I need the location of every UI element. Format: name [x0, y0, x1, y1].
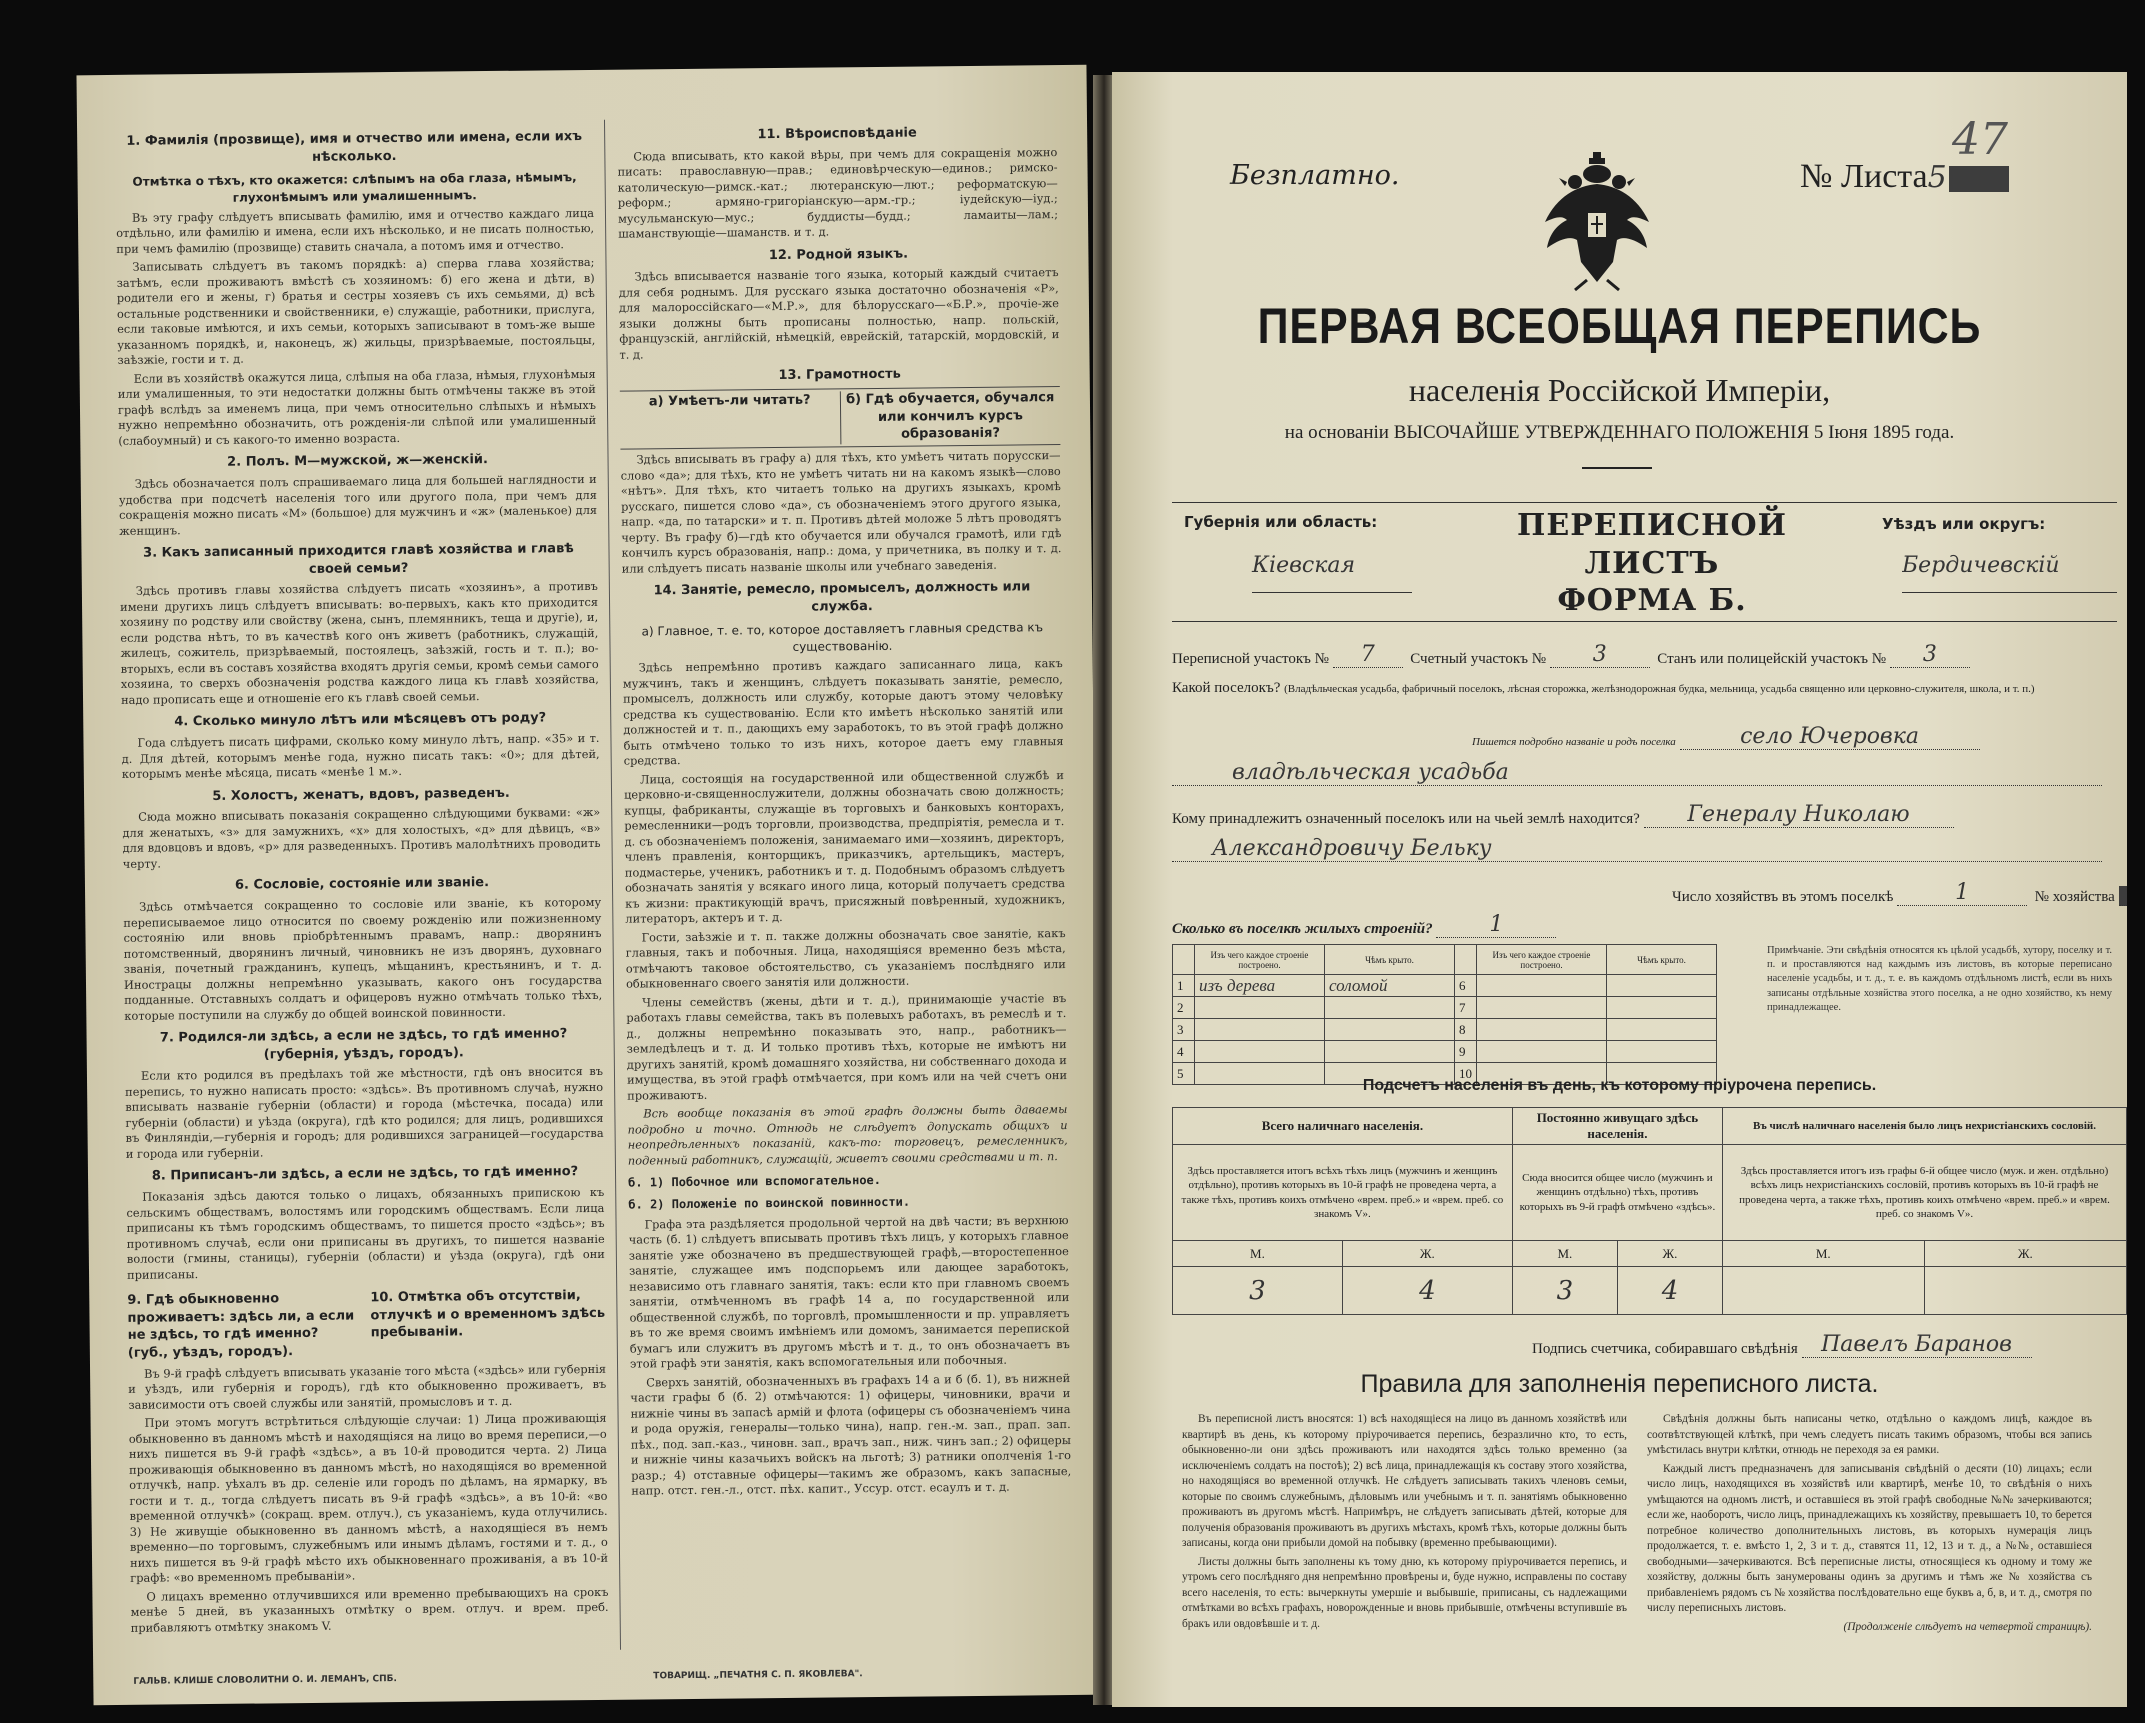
- build-material-cell[interactable]: [1477, 997, 1607, 1019]
- stan-value[interactable]: 3: [1890, 642, 1970, 668]
- build-row-num: 1: [1173, 975, 1195, 997]
- pop-head-nonchristian: Въ числѣ наличнаго населенія было лицъ нехристіанскихъ сословій.: [1723, 1108, 2127, 1145]
- section-2-text: Здѣсь обозначается полъ спрашиваемаго лица для большей наглядности и удобства при подсчетѣ населенія того или другого пола, при чемъ для сокращенія можно писать «М» (большое) для мужчинъ и «ж» (маленькое) для женщинъ.: [118, 472, 598, 538]
- build-row-num: 8: [1455, 1019, 1477, 1041]
- section-7-text: Если кто родился въ предѣлахъ той же мѣстности, гдѣ онъ вносится въ перепись, то нужно написать просто: «здѣсь». Въ противномъ случаѣ, нужно вписывать названіе губерніи (области) и города (мѣстечка, посада) или губерніи (области) и уѣзда (округа), гдѣ кто родился; для лицъ, родившихся въ Финляндіи,—губернія и городъ; для родившихся заграницей—государства и города или губерніи.: [125, 1064, 604, 1161]
- section-3-text: Здѣсь противъ главы хозяйства слѣдуетъ писать «хозяинъ», а противъ имени другихъ лицъ слѣдуетъ вписывать: во-первыхъ, какъ кто приходится хозяину по родству или свойству (жена, сынъ, племянникъ, теща и другіе), и, если родства нѣтъ, то въ качествѣ кого онъ живетъ (работникъ, служащій, жилецъ, сожитель, призрѣваемый, постоялецъ, заѣзжій, гость и т. п.); во-вторыхъ, если въ составъ хозяйства входятъ другія семьи, кромѣ семьи самого хозяина, то сверхъ обозначенія родства каждого лица къ главѣ хозяйства, надо прописать еще и отношеніе его къ главѣ своей семьи.: [119, 579, 599, 707]
- form-header-box: [1172, 502, 2117, 622]
- section-9-text: О лицахъ временно отлучившихся или временно пребывающихъ на срокъ менѣе 5 дней, въ указанныхъ отмѣтку о врем. отлуч. и врем. преб. прибавляютъ отмѣтку знакомъ V.: [130, 1584, 609, 1635]
- female-header: Ж.: [1617, 1241, 1722, 1267]
- owner-value-line1[interactable]: Генералу Николаю: [1644, 802, 1954, 828]
- section-13b-heading: б) Гдѣ обучается, обучался или кончилъ курсъ образованія?: [845, 390, 1055, 443]
- rules-text: Въ переписной листъ вносятся: 1) всѣ находящіеся на лицо въ данномъ хозяйствѣ или квартирѣ въ день, къ которому пріурочивается перепись, безразлично кто, то есть, обыкновенно-ли они здѣсь проживаютъ или находятся здѣсь только временно (за исключеніемъ солдатъ на постоѣ); 2) всѣ лица, принадлежащія къ составу этого хозяйства, но находящіяся во временной отлучкѣ. Не слѣдуетъ записывать такихъ членовъ семьи, которые по своимъ служебнымъ, дѣловымъ или учебнымъ и т. п. занятіямъ обыкновенно проживаютъ въ другомъ мѣстѣ. Напримѣръ, не слѣдуетъ записывать дѣтей, которые для полученія образованія проживаютъ въ другихъ мѣстахъ, кромѣ тѣхъ, которые должны быть записаны, когда они прибыли домой на побывку (временно пребывающими).: [1182, 1413, 1627, 1549]
- population-table: [1172, 1107, 2127, 1315]
- build-row-num: 7: [1455, 997, 1477, 1019]
- build-roof-cell[interactable]: [1325, 997, 1455, 1019]
- free-of-charge-label: Безплатно.: [1230, 160, 1400, 191]
- sheet-number: [1800, 158, 2009, 196]
- build-row-num: 4: [1173, 1041, 1195, 1063]
- section-11-heading: 11. Вѣроисповѣданіе: [757, 125, 917, 143]
- section-5-heading: 5. Холостъ, женатъ, вдовъ, разведенъ.: [212, 785, 510, 804]
- pop-desc-nonchristian: Здѣсь проставляется итогъ изъ графы 6-й общее число (муж. и жен. отдѣльно) всѣхъ лицъ нехристіанскихъ сословій, противъ которыхъ въ 10-й графѣ не проведена черта, а также тѣхъ, противъ коихъ отмѣчено «врем. преб.» и «врем. преб. со знакомъ V».: [1723, 1145, 2127, 1241]
- build-roof-cell[interactable]: [1325, 1019, 1455, 1041]
- pop-desc-permanent: Сюда вносится общее число (мужчинъ и женщинъ отдѣльно) тѣхъ, противъ которыхъ въ 9-й графѣ отмѣчено «здѣсь».: [1512, 1145, 1722, 1241]
- settlement-type-value[interactable]: владѣльческая усадьба: [1172, 760, 2102, 786]
- section-1-text: Если въ хозяйствѣ окажутся лица, слѣпыя на оба глаза, нѣмыя, глухонѣмыя или умалишенныя, то эти недостатки должны быть отмѣчены также въ этой графѣ вслѣдъ за именемъ лица, при чемъ относительно слѣпыхъ и нѣмыхъ нужно непремѣнно обозначить, отъ рожденія-ли слѣпой или умалишенный (слабоумный) и съ какого-то именно возраста.: [117, 366, 597, 448]
- section-6-heading: 6. Сословіе, состояніе или званіе.: [234, 875, 490, 894]
- rules-text: Листы должны быть заполнены къ тому дню, къ которому пріурочивается перепись, и утромъ сего послѣдняго дня непремѣнно провѣрены и, буде нужно, исправлены по составу всего населенія, то есть: вычеркнуты умершіе и выбывшіе, приписаны, съ надлежащими отмѣтками во всѣхъ графахъ, новорожденные и вновь прибывшіе, отмѣчены вступившіе въ бракъ или овдовѣвшіе и т. д.: [1182, 1555, 1627, 1630]
- pop-permanent-female[interactable]: 4: [1617, 1267, 1722, 1315]
- section-8-text: Показанія здѣсь даются только о лицахъ, обязанныхъ припискою къ сельскимъ обществамъ, волостямъ или городскимъ обществамъ. Если лица приписаны къ тѣмъ городскимъ обществамъ, то пишется просто «здѣсь»; въ противномъ случаѣ, если они приписаны въ другихъ, то пишется названіе волости (гмины, станицы), губерніи (области) и уѣзда (округа), гдѣ они приписаны.: [126, 1184, 605, 1282]
- pop-total-male[interactable]: 3: [1173, 1267, 1343, 1315]
- left-page: [76, 65, 1103, 1705]
- households-label: Число хозяйствъ въ этомъ поселкѣ: [1672, 889, 1894, 905]
- pop-desc-total: Здѣсь проставляется итогъ всѣхъ тѣхъ лицъ (мужчинъ и женщинъ отдѣльно), противъ которыхъ въ 10-й графѣ не проведена черта, а также тѣхъ, противъ коихъ отмѣчено «врем. преб.» и «врем. преб. со знакомъ V».: [1173, 1145, 1513, 1241]
- section-9-text: Въ 9-й графѣ слѣдуетъ вписывать указаніе того мѣста («здѣсь» или губернія и уѣздъ, или губернія и городъ), гдѣ кто обыкновенно проживаетъ, въ зависимости отъ своей службы или занятій, промысловъ и т. д.: [128, 1361, 607, 1412]
- printer-credit-left: ГАЛЬВ. КЛИШЕ СЛОВОЛИТНИ О. И. ЛЕМАНЪ, СПБ.: [133, 1674, 397, 1687]
- table-row: [1173, 997, 1717, 1019]
- owner-row: [1172, 802, 1954, 828]
- section-9-10-heading-row: [127, 1281, 606, 1367]
- build-roof-cell[interactable]: [1607, 975, 1717, 997]
- household-number-box[interactable]: [2119, 886, 2127, 906]
- left-column-2: [617, 117, 1071, 1502]
- section-1-text: Въ эту графу слѣдуетъ вписывать фамилію, имя и отчество каждаго лица отдѣльно, или фамилію и имена, если ихъ нѣсколько, и не писать полностью, при чемъ фамилію (прозвище) ставить сначала, а потомъ имя и отчество.: [116, 205, 595, 256]
- table-row: [1173, 1019, 1717, 1041]
- section-13-text: Здѣсь вписывать въ графу а) для тѣхъ, кто умѣетъ читать порусски—слово «да»; для тѣхъ, кто не умѣетъ читать ни на какомъ языкѣ—слово «нѣтъ». Для тѣхъ, кто читаетъ только на другихъ языкахъ, кромѣ русскаго, пишется слово «да», съ обозначеніемъ этого другого языка, напр. «да, по татарски» и т. п. Противъ дѣтей моложе 5 лѣтъ проводятъ черту. Въ графу б)—гдѣ кто обучается или обучался грамотѣ, или гдѣ кончилъ курсъ образованія, напр.: дома, у причетника, въ полку и т. д. или слѣдуетъ писать названіе школы или учебнаго заведенія.: [620, 448, 1062, 576]
- stan-label: Станъ или полицейскій участокъ №: [1657, 651, 1887, 667]
- census-subtitle: населенія Россійской Имперіи,: [1408, 372, 1831, 408]
- section-1-heading: 1. Фамилія (прозвище), имя и отчество или имена, если ихъ нѣсколько.: [126, 129, 583, 165]
- census-area-row: [1172, 642, 1970, 668]
- section-1-text: Записывать слѣдуетъ въ такомъ порядкѣ: а) сперва глава хозяйства; затѣмъ, если проживаютъ вмѣстѣ съ хозяиномъ: б) его жена и дѣти, в) родители его и жены, г) братья и сестры хозяевъ съ ихъ семьями, д) всѣ остальные родственники и свойственники, е) служащіе, работники, прислуга, если таковые имѣются, и ихъ семьи, которыхъ записывают в томъ-же выше указанномъ порядкѣ, и, наконецъ, ж) жильцы, призрѣваемые, постояльцы, заѣзжіе, гости и т. д.: [116, 255, 596, 368]
- section-14-text: Здѣсь непремѣнно противъ каждаго записаннаго лица, какъ мужчинъ, такъ и женщинъ, слѣдуетъ показывать занятіе, ремесло, промыселъ, должность или службу, которые даютъ этому человѣку средства къ существованію. Если кто имѣетъ нѣсколько занятій или должностей и т. п., дающихъ ему заработокъ, то въ этой графѣ должно быть отмѣчено только то изъ нихъ, которое даетъ ему главныя средства.: [622, 656, 1064, 768]
- section-2-heading: 2. Полъ. М—мужской, ж—женскій.: [227, 452, 489, 471]
- count-area-value[interactable]: 3: [1550, 642, 1650, 668]
- sheet-number-value: 5: [1927, 160, 1947, 195]
- census-area-label: Переписной участокъ №: [1172, 651, 1329, 667]
- households-row: [1672, 880, 2127, 906]
- sheet-number-label: № Листа: [1800, 158, 1928, 195]
- settlement-type-row: [1172, 760, 2102, 786]
- rules-text: Свѣдѣнія должны быть написаны четко, отдѣльно о каждомъ лицѣ, каждое въ соотвѣтствующей клѣткѣ, при чемъ следуетъ писать такимъ образомъ, чтобы вся запись умѣстилась внутри клѣтки, отнюдь не переходя за ея рамки.: [1647, 1413, 2092, 1456]
- table-row: [1173, 975, 1717, 997]
- section-4-text: Года слѣдуетъ писать цифрами, сколько кому минуло лѣтъ, напр. «35» и т. д. Для дѣтей, которымъ менѣе года, нужно писать такъ: «0»; для дѣтей, которымъ менѣе мѣсяца, писать «менѣе 1 м.».: [121, 731, 600, 782]
- section-13-subheads: [620, 386, 1061, 450]
- owner-row-2: [1172, 836, 2102, 862]
- signature-row: [1532, 1332, 2032, 1358]
- build-material-cell[interactable]: [1195, 997, 1325, 1019]
- male-header: М.: [1723, 1241, 1925, 1267]
- district-value[interactable]: Бердичевскій: [1902, 553, 2117, 593]
- table-row: [1173, 1267, 2127, 1315]
- build-row-num: 5: [1173, 1063, 1195, 1085]
- pop-head-total: Всего наличнаго населенія.: [1173, 1108, 1513, 1145]
- build-material-cell[interactable]: [1477, 1041, 1607, 1063]
- section-12-heading: 12. Родной языкъ.: [768, 246, 909, 263]
- build-th-material: Изъ чего каждое строеніе построено.: [1477, 945, 1607, 975]
- female-header: Ж.: [1342, 1241, 1512, 1267]
- section-7-heading: 7. Родился-ли здѣсь, а если не здѣсь, то гдѣ именно? (губернія, уѣздъ, городъ).: [159, 1026, 568, 1063]
- printer-credit-right: ТОВАРИЩ. „ПЕЧАТНЯ С. П. ЯКОВЛЕВА".: [653, 1669, 863, 1682]
- build-th-roof: Чѣмъ крыто.: [1607, 945, 1717, 975]
- section-9-heading: 9. Гдѣ обыкновенно проживаетъ: здѣсь ли, а если не здѣсь, то гдѣ именно? (губ., уѣздъ, городъ).: [127, 1291, 355, 1361]
- build-th-roof: Чѣмъ крыто.: [1325, 945, 1455, 975]
- section-14-text: Члены семействъ (жены, дѣти и т. д.), принимающіе участіе въ работахъ главы семейства, такъ въ полевыхъ работахъ, въ ремеслѣ и т. д., должны непремѣнно показывать это, напр., работникъ—земледѣлецъ и т. д. И только противъ тѣхъ, которые не имѣютъ ни другихъ занятій, кромѣ домашняго хозяйства, ни собственнаго дохода и имущества, въ этой графѣ отмѣчается, при комъ или на чей счетъ они проживаютъ.: [626, 990, 1068, 1103]
- build-material-cell[interactable]: [1195, 1041, 1325, 1063]
- settlement-name-value[interactable]: село Ючеровка: [1680, 724, 1980, 750]
- build-roof-cell[interactable]: [1607, 1019, 1717, 1041]
- build-material-cell[interactable]: [1477, 1019, 1607, 1041]
- sheet-number-box: [1949, 166, 2009, 192]
- owner-label: Кому принадлежитъ означенный поселокъ или на чьей землѣ находится?: [1172, 811, 1640, 827]
- settlement-label: Какой поселокъ?: [1172, 680, 1281, 696]
- pop-nonchristian-male[interactable]: [1723, 1267, 1925, 1315]
- section-14-note: Всѣ вообще показанія въ этой графѣ должны быть даваемы подробно и точно. Отнюдь не слѣдуетъ допускать общихъ и неопредѣленныхъ показаній, какъ-то: торговецъ, ремесленникъ, поденный работникъ, служащій, живетъ своими средствами и т. п.: [627, 1102, 1068, 1168]
- rules-column-left: [1182, 1412, 1627, 1635]
- table-row: [1173, 1041, 1717, 1063]
- buildings-row: [1172, 912, 1556, 938]
- rules-column-right: [1647, 1412, 2092, 1638]
- settlement-types: (Владѣльческая усадьба, фабричный поселокъ, лѣсная сторожка, желѣзнодорожная будка, мельница, усадьба священно или церковно-служителя, школа, и т. п.): [1284, 683, 2035, 695]
- buildings-note: Примѣчаніе. Эти свѣдѣнія относятся къ цѣлой усадьбѣ, хутору, поселку и т. п. и проставляются над каждымъ изъ листовъ, въ которые переписано населеніе усадьбы, и т. д., т. е. въ каждомъ отдѣльномъ листѣ, если въ нихъ записаны отдѣльные хозяйства этого поселка, а не одно хозяйство, къ нему принадлежащее.: [1767, 945, 2112, 1013]
- buildings-label: Сколько въ поселкѣ жилыхъ строеній?: [1172, 921, 1433, 937]
- double-headed-eagle-emblem: [1537, 152, 1657, 292]
- build-th-material: Изъ чего каждое строеніе построено.: [1195, 945, 1325, 975]
- pop-head-permanent: Постоянно живущаго здѣсь населенія.: [1512, 1108, 1722, 1145]
- build-row-num: 3: [1173, 1019, 1195, 1041]
- build-row-num: 9: [1455, 1041, 1477, 1063]
- owner-value-line2[interactable]: Александровичу Бельку: [1172, 836, 2102, 862]
- legal-basis: на основаніи ВЫСОЧАЙШЕ УТВЕРЖДЕННАГО ПОЛОЖЕНІЯ 5 Іюня 1895 года.: [1284, 422, 1955, 443]
- pop-total-female[interactable]: 4: [1342, 1267, 1512, 1315]
- build-material-cell[interactable]: [1477, 975, 1607, 997]
- province-label: Губернія или область:: [1184, 513, 1378, 531]
- left-column-1: [115, 122, 609, 1639]
- pop-permanent-male[interactable]: 3: [1512, 1267, 1617, 1315]
- buildings-value[interactable]: 1: [1436, 912, 1556, 938]
- section-8-heading: 8. Приписанъ-ли здѣсь, а если не здѣсь, то гдѣ именно?: [151, 1164, 579, 1184]
- section-13-heading: 13. Грамотность: [778, 367, 901, 384]
- enumerator-signature[interactable]: Павелъ Баранов: [1802, 1332, 2032, 1358]
- section-14a-heading: а) Главное, т. е. то, которое доставляетъ главныя средства къ существованію.: [641, 620, 1044, 654]
- section-3-heading: 3. Какъ записанный приходится главѣ хозяйства и главѣ своей семьи?: [143, 541, 574, 577]
- section-14-text: Графа эта раздѣляется продольной чертой на двѣ части; въ верхнюю часть (б. 1) слѣдуетъ вписывать противъ тѣхъ лицъ, у которыхъ главное занятіе уже обозначено въ предшествующей графѣ,—второстепенное занятіе, служащее имъ подспорьемъ или дающее заработокъ, независимо отъ главнаго занятія, такъ: если кто при главномъ своемъ занятіи, отмѣченномъ въ графѣ 14 а, по государственной или общественной службѣ, по торговлѣ, промышленности и пр. управляетъ въ то же время своимъ имѣніемъ или домомъ, занимается перепиской бумагъ или служитъ въ другомъ мѣстѣ и т. д., то онъ обозначаетъ въ этой графѣ эти занятія, какъ вспомогательныя или побочныя.: [628, 1212, 1070, 1371]
- section-13a-heading: а) Умѣетъ-ли читать?: [620, 391, 841, 446]
- pop-nonchristian-female[interactable]: [1924, 1267, 2126, 1315]
- buildings-table: [1172, 944, 1717, 1085]
- settlement-hint: Пишется подробно названіе и родъ поселка: [1472, 736, 1676, 748]
- section-14-text: Гости, заѣзжіе и т. п. также должны обозначать свое занятіе, какъ главныя, такъ и побочныя. Лица, находящіяся временно безъ мѣста, отмѣчаютъ таковое обстоятельство, съ указаніемъ послѣдняго или обыкновеннаго своего занятія или должности.: [625, 925, 1066, 991]
- settlement-hint-row: [1472, 724, 1980, 750]
- section-5-text: Сюда можно вписывать показанія сокращенно слѣдующими буквами: «ж» для женатыхъ, «з» для замужнихъ, «х» для холостыхъ, «д» для дѣвицъ, «в» для вдовцовъ и вдовъ, «р» для разведенныхъ. Противъ малолѣтнихъ проводить черту.: [122, 805, 601, 871]
- section-14-heading: 14. Занятіе, ремесло, промыселъ, должность или служба.: [653, 579, 1031, 615]
- build-roof-cell[interactable]: [1325, 1041, 1455, 1063]
- male-header: М.: [1173, 1241, 1343, 1267]
- households-value[interactable]: 1: [1897, 880, 2027, 906]
- build-th-num: [1173, 945, 1195, 975]
- male-header: М.: [1512, 1241, 1617, 1267]
- section-11-text: Сюда вписывать, кто какой вѣры, при чемъ для сокращенія можно писать: православную—прав.; единовѣрческую—единов.; римско-католическую—римск.-кат.; лютеранскую—лют.; реформатскую—реформ.; армяно-григоріанскую—арм.-гр.; іудейскую—іуд.; мусульманскую—мус.; буддисты—будд.; ламаиты—лам.; шаманствующіе—шаманств. и т. д.: [617, 144, 1059, 241]
- build-roof-cell[interactable]: [1607, 1041, 1717, 1063]
- province-value[interactable]: Кіевская: [1252, 553, 1412, 593]
- settlement-row: [1172, 678, 2102, 700]
- build-roof-cell[interactable]: [1607, 997, 1717, 1019]
- census-sheet-heading: [1472, 507, 1832, 620]
- district-label: Уѣздъ или округъ:: [1882, 515, 2046, 533]
- signature-label: Подпись счетчика, собиравшаго свѣдѣнія: [1532, 1341, 1798, 1357]
- section-12-text: Здѣсь вписывается названіе того языка, который каждый считаетъ для себя роднымъ. Для русскаго языка достаточно обозначенія «Р», для малороссійскаго—«М.Р.», для бѣлорусскаго—«Б.Р.», прочіе-же языки должны быть прописаны полностью, напр. польскій, французскій, англійскій, нѣмецкій, еврейскій, татарскій, мордовскій, и т. д.: [618, 265, 1060, 362]
- build-material-cell[interactable]: изъ дерева: [1195, 975, 1325, 997]
- rules-continued-note: (Продолженіе слѣдуетъ на четвертой страницѣ).: [1843, 1620, 2092, 1633]
- build-th-num: [1455, 945, 1477, 975]
- section-4-heading: 4. Сколько минуло лѣтъ или мѣсяцевъ отъ роду?: [174, 710, 547, 730]
- household-number-label: № хозяйства: [2034, 889, 2115, 905]
- section-14-text: Сверхъ занятій, обозначенныхъ въ графахъ 14 а и б (б. 1), въ нижней части графы б (б. 2) отмѣчаются: 1) офицеры, чиновники, врачи и нижніе чины въ запасѣ армій и флота (офицеры съ обозначеніемъ чина и рода оружія, генералы—только чина), напр. ген.-м. зап., прап. зап. пѣх., под. зап.-каз., чиновн. зап., врачъ зап., ниж. чинъ зап.; 2) офицеры и нижніе чины казачьихъ войскъ на льготѣ; 3) ратники ополченія 1-го разр.; 4) отставные офицеры—такимъ же образомъ, какъ запасные, напр. отст. ген.-л., отст. пѣх. капит., Уссур. отст. есаулъ и т. д.: [630, 1370, 1072, 1498]
- census-sheet-title: ПЕРЕПИСНОЙ ЛИСТЪ: [1517, 508, 1787, 581]
- female-header: Ж.: [1924, 1241, 2126, 1267]
- archive-page-number: 47: [1952, 114, 2008, 165]
- census-title: ПЕРВАЯ ВСЕОБЩАЯ ПЕРЕПИСЬ: [1257, 298, 1982, 354]
- rules-text: Каждый листъ предназначенъ для записыванія свѣдѣній о десяти (10) лицахъ; если число лицъ, находящихся въ хозяйствѣ или квартирѣ, менѣе 10, то свѣдѣнія о нихъ умѣщаются на одномъ листѣ, и оставшіеся въ этой графѣ свободные №№ зачеркиваются; если же, наоборотъ, число лицъ, принадлежащихъ къ хозяйству, превышаетъ 10, то берется потребное количество дополнительныхъ листовъ, въ которыхъ нумерація лицъ продолжается, т. е. вмѣсто 1, 2, 3 и т. д., ставятся 11, 12, 13 и т. д., а №№, оставшіеся свободными—зачеркиваются. Всѣ переписные листы, относящіеся къ одному и тому же хозяйству, должны быть занумерованы одинъ за другимъ и тѣмъ же № хозяйства съ прибавленіемъ рядомъ съ № хозяйства послѣдовательно еще буквъ а, б, в, и т. д., смотря по числу переписныхъ листовъ.: [1647, 1462, 2092, 1614]
- build-row-num: 2: [1173, 997, 1195, 1019]
- section-10-heading: 10. Отмѣтка объ отсутствіи, отлучкѣ и о временномъ здѣсь пребываніи.: [370, 1288, 606, 1341]
- population-count-title: Подсчетъ населенія въ день, къ которому пріурочена перепись.: [1362, 1077, 1877, 1094]
- title-divider: [1582, 467, 1652, 469]
- build-row-num: 10: [1455, 1063, 1477, 1085]
- build-roof-cell[interactable]: соломой: [1325, 975, 1455, 997]
- form-letter: ФОРМА Б.: [1557, 583, 1747, 618]
- count-area-label: Счетный участокъ №: [1410, 651, 1547, 667]
- rules-title: Правила для заполненія переписного листа.: [1360, 1370, 1879, 1398]
- build-row-num: 6: [1455, 975, 1477, 997]
- right-page: [1112, 72, 2127, 1707]
- build-material-cell[interactable]: [1195, 1019, 1325, 1041]
- section-14b-heading: б. 1) Побочное или вспомогательное.: [628, 1172, 882, 1190]
- section-9-text: При этомъ могутъ встрѣтиться слѣдующіе случаи: 1) Лица проживающія обыкновенно въ данномъ мѣстѣ и находящіяся на лицо во время переписи,—о нихъ пишется въ 9-й графѣ «здѣсь», а въ 10-й проводится черта. 2) Лица проживающія обыкновенно въ данномъ мѣстѣ, но находящіяся во временной отлучкѣ, напр. уѣхалъ въ др. селеніе или городъ по дѣламъ, на ярмарку, въ гости и т. д., тогда слѣдуетъ писать въ 9-й графѣ «здѣсь», а въ 10-й: «во временной отлучкѣ» (сокращ. врем. отлуч.), съ указаніемъ, куда отлучились. 3) Не живущіе обыкновенно въ данномъ мѣстѣ, а находящіеся въ немъ временно—по торговымъ, служебнымъ или инымъ дѣламъ, гостями и т. д., о нихъ пишется въ 9-й графѣ мѣсто ихъ обыкновеннаго проживанія, а въ 10-й графѣ: «во временномъ пребываніи».: [128, 1411, 609, 1586]
- section-1-subheading: Отмѣтка о тѣхъ, кто окажется: слѣпымъ на оба глаза, нѣмымъ, глухонѣмымъ или умалишеннымъ.: [132, 170, 577, 205]
- section-6-text: Здѣсь отмѣчается сокращенно то сословіе или званіе, къ которому переписываемое лицо относится по своему рожденію или пожизненному состоянію или вновь пріобрѣтеннымъ правамъ, напр.: дворянинъ потомственный, дворянинъ личный, чиновникъ не изъ дворянъ, духовнаго званія, почетный гражданинъ, купецъ, мѣщанинъ, крестьянинъ, и т. д. Инострацы должны непремѣнно указывать, какого онъ государства подданные. Отставныхъ солдатъ и офицеровъ нужно отмѣчать только тѣхъ, которые поступили на службу до общей воинской повинности.: [123, 894, 603, 1023]
- census-area-value[interactable]: 7: [1333, 642, 1403, 668]
- section-14-text: Лица, состоящія на государственной или общественной службѣ и церковно-и-священнослужители, должны обозначать свою должность; купцы, фабриканты, служащіе въ торговыхъ и банковыхъ конторахъ, ремесленники—родъ торговли, производства, предпріятія, ремесла и т. д. съ обозначеніемъ положенія, занимаемаго ими—хозяинъ, директоръ, членъ правленія, конторщикъ, приказчикъ, артельщикъ, мастеръ, подмастерье, ученикъ, работникъ и т. д. Подобнымъ образомъ слѣдуетъ обозначать занятія у всякаго иного лица, который получаетъ средства къ жизни: практикующій врачъ, присяжный повѣренный, художникъ, литераторъ, актеръ и т. д.: [623, 767, 1066, 926]
- section-14c-heading: б. 2) Положеніе по воинской повинности.: [628, 1194, 911, 1212]
